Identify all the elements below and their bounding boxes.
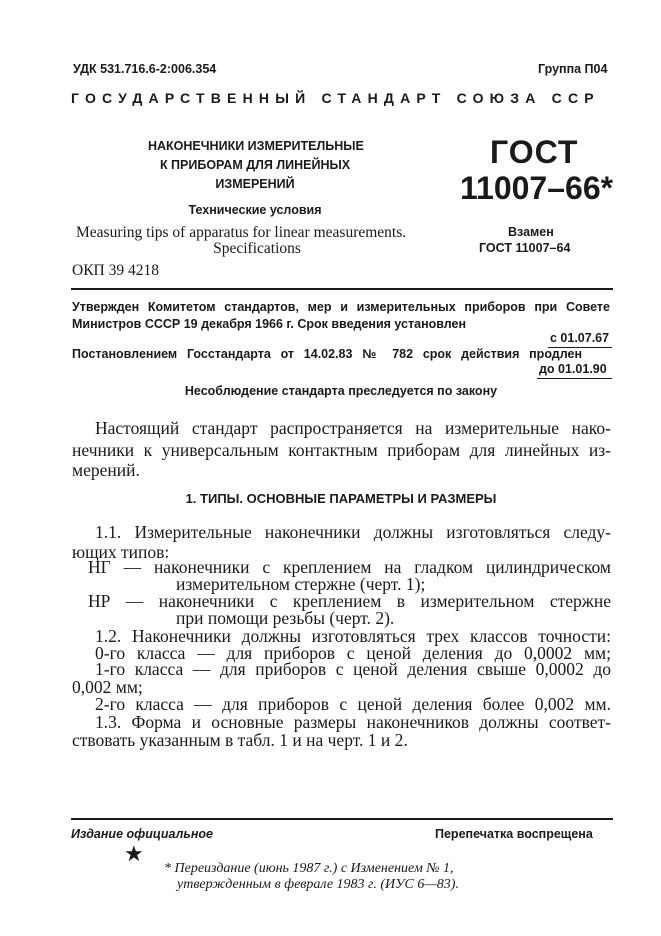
subtitle: Технические условия [188, 203, 322, 217]
approval-date-1: с 01.07.67 [550, 331, 610, 345]
class-1-line-1: 1-го класса — для приборов с ценой деления свыше 0,0002 до [95, 659, 611, 679]
official-edition: Издание официальное [71, 827, 213, 841]
reissue-note-line-2: утвержденным в феврале 1983 г. (ИУС 6—83). [177, 877, 459, 892]
intro-line-2: нечники к универсальным контактным приборам для линейных из- [72, 440, 611, 460]
approval-date-2: до 01.01.90 [539, 362, 607, 376]
clause-1-1-line-1: 1.1. Измерительные наконечники должны изготовляться следу- [95, 522, 611, 542]
title-ru-line-3: ИЗМЕРЕНИЙ [215, 177, 295, 191]
title-ru-line-2: К ПРИБОРАМ ДЛЯ ЛИНЕЙНЫХ [159, 158, 351, 172]
section-1-heading: 1. ТИПЫ. ОСНОВНЫЕ ПАРАМЕТРЫ И РАЗМЕРЫ [185, 491, 497, 506]
gost-number: 11007–66* [460, 170, 614, 206]
class-1-line-2: 0,002 мм; [72, 677, 143, 697]
legal-warning: Несоблюдение стандарта преследуется по закону [184, 384, 498, 398]
class-2: 2-го класса — для приборов с ценой деления более 0,002 мм. [95, 694, 611, 714]
approval-line-1: Утвержден Комитетом стандартов, мер и измерительных приборов при Совете [72, 300, 610, 314]
approval-line-3: Постановлением Госстандарта от 14.02.83 № 782 срок действия продлен [72, 347, 582, 361]
clause-1-3-line-2: ствовать указанным в табл. 1 и на черт. 1 и 2. [72, 730, 408, 750]
gost-label: ГОСТ [490, 134, 579, 170]
replaces-label: Взамен [508, 225, 554, 239]
star-icon: ★ [124, 842, 144, 867]
approval-line-2: Министров СССР 19 декабря 1966 г. Срок введения установлен [72, 317, 467, 331]
type-ng-line-2: измерительном стержне (черт. 1); [176, 574, 426, 594]
udk-code: УДК 531.716.6-2:006.354 [73, 62, 217, 76]
state-standard-banner: ГОСУДАРСТВЕННЫЙ СТАНДАРТ СОЮЗА ССР [71, 90, 600, 106]
clause-1-2: 1.2. Наконечники должны изготовляться трех классов точности: [95, 626, 611, 646]
class-0: 0-го класса — для приборов с ценой деления до 0,0002 мм; [95, 643, 611, 663]
clause-1-1-line-2: ющих типов: [72, 542, 170, 562]
reissue-note-line-1: * Переиздание (июнь 1987 г.) с Изменением № 1, [164, 861, 454, 876]
title-ru-line-1: НАКОНЕЧНИКИ ИЗМЕРИТЕЛЬНЫЕ [148, 139, 364, 153]
replaces-gost: ГОСТ 11007–64 [479, 241, 571, 255]
type-ng-line-1: НГ — наконечники с креплением на гладком цилиндрическом [88, 557, 611, 577]
reprint-prohibited: Перепечатка воспрещена [435, 827, 593, 841]
intro-line-1: Настоящий стандарт распространяется на измерительные нако- [95, 418, 611, 438]
type-nr-line-1: НР — наконечники с креплением в измерительном стержне [88, 591, 611, 611]
clause-1-3-line-1: 1.3. Форма и основные размеры наконечников должны соответ- [95, 712, 611, 732]
title-en-line-1: Measuring tips of apparatus for linear measurements. [76, 224, 407, 241]
title-en-line-2: Specifications [213, 240, 301, 257]
intro-line-3: мерений. [72, 460, 140, 480]
type-nr-line-2: при помощи резьбы (черт. 2). [176, 608, 395, 628]
divider-bottom [71, 818, 613, 820]
okp-code: ОКП 39 4218 [72, 262, 159, 279]
group-code: Группа П04 [538, 62, 608, 76]
